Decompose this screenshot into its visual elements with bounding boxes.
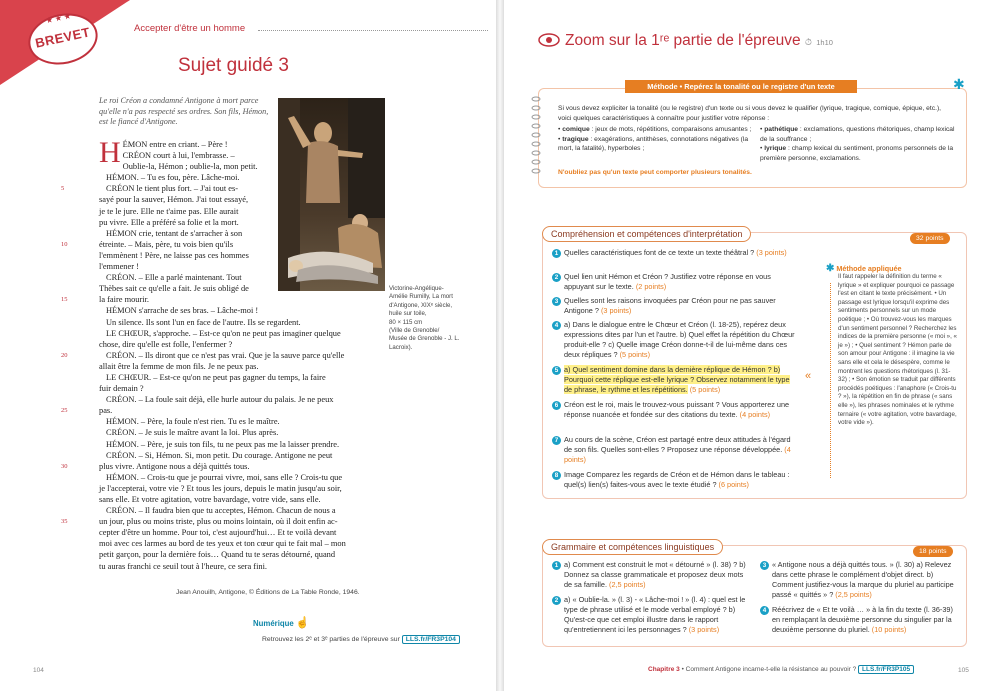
play-line [99, 372, 481, 383]
caption-line: Lacroix). [389, 343, 413, 351]
play-line [99, 194, 481, 205]
methode-title: Méthode • Repérez la tonalité ou le registre d'un texte [625, 80, 857, 93]
question-number: 5 [552, 366, 561, 375]
caption-line: huile sur toile, [389, 310, 427, 318]
numerique-instruction: Retrouvez les 2ᵉ et 3ᵉ parties de l'épreuve sur [262, 636, 400, 643]
play-line-text: allait être la femme de mon fils. Je ne peux pas. [99, 361, 259, 371]
question-points: (4 points) [739, 410, 771, 420]
play-line [99, 450, 481, 461]
methode-item: • pathétique : exclamations, questions rhétoriques, champ lexical de la souffrance ; [760, 126, 955, 143]
play-line-text: fuir demain ? [99, 384, 144, 394]
grammaire-question [762, 605, 958, 635]
question-points: (3 points) [756, 248, 787, 257]
play-line-text: je l'accepterai, votre vie ? Et tous les jours, depuis le matin jusqu'au soir, [99, 483, 342, 493]
comprehension-question [554, 400, 798, 420]
question-number: 7 [552, 436, 561, 445]
caption-line: Amélie Rumilly, La mort [389, 293, 453, 301]
brevet-seal: ★ ★ ★ BREVET [24, 7, 103, 70]
question-number: 8 [552, 471, 561, 480]
methode-appliquee-rule [830, 283, 831, 478]
play-line [99, 472, 481, 483]
hand-pointer-icon: ☝ [295, 617, 310, 629]
question-number: 3 [552, 297, 561, 306]
line-number: 35 [61, 518, 68, 526]
gear-icon: ✱ [826, 263, 835, 274]
numerique-link[interactable]: LLS.fr/FR3P104 [402, 635, 460, 644]
play-line-text: pas. [99, 406, 113, 416]
numerique-label [253, 616, 310, 629]
methode-note: N'oubliez pas qu'un texte peut comporter plusieurs tonalités. [558, 169, 752, 176]
grammaire-question [554, 595, 750, 635]
play-line [99, 272, 481, 283]
play-line [99, 161, 481, 172]
play-line [99, 261, 481, 272]
section-label: Accepter d'être un homme [134, 23, 246, 34]
play-line [99, 394, 481, 405]
comprehension-question [554, 435, 798, 465]
question-text: « Antigone nous a déjà quittés tous. » (l. 30) a) Relevez dans cette phrase le complément d'objet direct. b) Comment justifiez-vous la marque du pluriel au participe passé « quittés » ? [772, 560, 954, 600]
play-line-text: plus vivre. Antigone nous a déjà quittés tous. [99, 461, 250, 471]
play-line-text: pu vivre. Elle a préféré sa folie et la mort. [99, 217, 239, 227]
play-line-text: l'emmener ! [99, 262, 139, 272]
play-line [99, 317, 481, 328]
comprehension-points: 32 points [910, 233, 950, 244]
question-points: (2,5 points) [835, 590, 872, 600]
question-number: 6 [552, 401, 561, 410]
play-line-text: Un silence. Ils sont l'un en face de l'autre. Ils se regardent. [106, 317, 301, 327]
comprehension-points-badge [910, 227, 950, 245]
question-number: 2 [552, 596, 561, 605]
grammaire-points-badge [913, 540, 953, 558]
drop-cap: H [99, 136, 121, 169]
grammaire-points: 18 points [913, 546, 953, 557]
play-line [61, 461, 481, 472]
play-line-text: HÉMON crie, tentant de s'arracher à son [106, 228, 243, 238]
play-line [61, 294, 481, 305]
play-line-text: petit garçon, pour la dernière fois… Quand tu te seras détourné, quand [99, 550, 336, 560]
play-line [99, 217, 481, 228]
play-line [99, 383, 481, 394]
play-line-text: moi avec ces larmes au bord de tes yeux et ton cœur qui te fait mal – mon [99, 539, 346, 549]
question-text: a) Comment est construit le mot « détourné » (l. 38) ? b) Donnez sa classe grammaticale et proposez deux mots de sa famille. [564, 560, 746, 590]
play-line-text: l'emmènent ! Père, ne laisse pas ces hommes [99, 250, 249, 260]
play-line-text: je te le jure. Elle ne t'aime pas. Elle aurait [99, 206, 239, 216]
zoom-title [565, 32, 833, 50]
methode-list-right [760, 125, 956, 163]
play-line-text: CRÉON. – La foule sait déjà, elle hurle autour du palais. Je ne peux [106, 395, 334, 405]
grammaire-header [542, 537, 723, 555]
footer-right [648, 666, 914, 673]
play-line-text: CRÉON. – Il faudra bien que tu acceptes, Hémon. Chacun de nous a [106, 506, 336, 516]
play-line [99, 172, 481, 183]
footer-link[interactable]: LLS.fr/FR3P105 [858, 665, 914, 674]
play-line [99, 328, 481, 339]
play-line-text: CRÉON. – Ils diront que ce n'est pas vrai. Que je la sauve parce qu'elle [106, 350, 345, 360]
comprehension-question [554, 248, 798, 258]
play-line [99, 139, 481, 150]
play-line [99, 483, 481, 494]
methode-item: • comique : jeux de mots, répétitions, comparaisons amusantes ; [558, 126, 752, 133]
methode-appliquee-text: Il faut rappeler la définition du terme « lyrique » et expliquer pourquoi ce passage l'est en citant le texte précisément. • Un passage est lyrique lorsqu'il exprime des sentiments personnels sur un mode poétique ; • Où trouvez-vous les marques d'un sentiment personnel ? Recherchez les indices de la première personne (« moi », « je ») ; • Quel sentiment ? Hémon parle de son amour pour Antigone : il imagine la vie sans elle et cela le désespère, comme le montrent les questions rhétoriques (l. 31-32) ; • Son émotion se traduit par différents procédés poétiques : l'anaphore (« Crois-tu ? »), la répétition en fin de phrase (« sans elle »), les phrases nominales et le rythme ternaire (« votre agitation, votre bavardage, votre vide »). [838, 273, 958, 427]
play-line-text: cepter d'être un homme. Pour toi, c'est aujourd'hui… Et te voilà devant [99, 528, 337, 538]
zoom-heading: Zoom sur la 1ʳᵉ partie de l'épreuve [565, 32, 801, 49]
play-line-text: HÉMON. – Tu es fou, père. Lâche-moi. [106, 173, 240, 183]
spiral-binding [530, 95, 542, 177]
arrow-left-icon: « [805, 370, 812, 382]
question-points: (4 points) [564, 445, 791, 465]
page-title: Sujet guidé 3 [178, 55, 289, 76]
methode-intro: Si vous devez expliciter la tonalité (ou le registre) d'un texte ou si vous devez le qualifier (lyrique, tragique, comique, épique, etc.), voici quelques caractéristiques à connaître pour justifier votre réponse : [558, 105, 942, 122]
play-line-text: CRÉON. – Elle a parlé maintenant. Tout [106, 273, 242, 283]
play-line-text: la faire mourir. [99, 295, 149, 305]
grammaire-question [762, 560, 958, 600]
page-number-left: 104 [33, 667, 44, 674]
play-line-text: HÉMON. – Père, je suis ton fils, tu ne peux pas me la laisser prendre. [106, 439, 340, 449]
question-number: 1 [552, 561, 561, 570]
question-points: (5 points) [619, 350, 651, 360]
question-number: 4 [552, 321, 561, 330]
clock-icon: ⏱ [804, 37, 812, 47]
comprehension-question [554, 272, 798, 292]
play-line [99, 538, 481, 549]
methode-item: • lyrique : champ lexical du sentiment, pronoms personnels de la première personne, exclamations. [760, 145, 954, 162]
play-line [99, 505, 481, 516]
play-line-text: CRÉON court à lui, l'embrasse. – [122, 151, 235, 161]
comprehension-question [554, 470, 798, 490]
comprehension-title: Compréhension et compétences d'interprétation [542, 226, 751, 242]
play-line [99, 206, 481, 217]
play-line [99, 549, 481, 560]
play-line [99, 494, 481, 505]
play-line [99, 361, 481, 372]
question-text: Créon est le roi, mais le trouvez-vous puissant ? Vous apporterez une réponse nuancée et fondée sur des citations du texte. [564, 400, 790, 420]
question-text: a) « Oublie-la. » (l. 3) - « Lâche-moi ! » (l. 4) : quel est le type de phrase utilisé et le mode verbal employé ? b) Qu'est-ce que cet emploi illustre dans le rapport qu'entretiennent ici les personnages ? [564, 595, 746, 635]
question-text: a) Quel sentiment domine dans la dernière réplique de Hémon ? b) Pourquoi cette réplique est-elle lyrique ? Observez notamment le type de phrase, le rythme et les répétitions. [564, 365, 790, 395]
question-points: (3 points) [688, 625, 720, 635]
question-points: (5 points) [689, 385, 721, 395]
play-line [99, 427, 481, 438]
play-line [99, 339, 481, 350]
play-line [99, 150, 481, 161]
line-number: 20 [61, 351, 68, 359]
play-line-text: chose, dire qu'elle est folle, l'enfermer ? [99, 339, 233, 349]
page-number-right: 105 [958, 667, 969, 674]
question-text: Réécrivez de « Et te voilà … » à la fin du texte (l. 36-39) en remplaçant la deuxième personne du singulier par la deuxième personne du pluriel. [772, 605, 953, 635]
play-line [99, 305, 481, 316]
methode-appliquee-label: Méthode appliquée [836, 264, 902, 273]
caption-line: d'Antigone, XIXᵉ siècle, [389, 301, 453, 309]
play-line [99, 439, 481, 450]
play-line [61, 239, 481, 250]
line-number: 30 [61, 462, 68, 470]
play-line-text: CRÉON. – Si, Hémon. Si, mon petit. Du courage. Antigone ne peut [106, 450, 333, 460]
caption-line: (Ville de Grenoble/ [389, 327, 440, 335]
header-divider [258, 30, 488, 31]
question-points: (2,5 points) [609, 580, 646, 590]
question-number: 4 [760, 606, 769, 615]
line-number: 25 [61, 407, 68, 415]
play-line-text: tu auras franchi ce seuil tout à l'heure, ce sera fini. [99, 561, 268, 571]
play-line [99, 228, 481, 239]
question-points: (10 points) [871, 625, 907, 635]
zoom-time: 1h10 [816, 38, 833, 47]
caption-line: 80 × 115 cm [389, 318, 423, 326]
question-text: Image Comparez les regards de Créon et de Hémon dans le tableau : quel(s) lien(s) faites-vous avec le texte étudié ? [564, 470, 790, 490]
play-line-text: LE CHŒUR, s'approche. – Est-ce qu'on ne peut pas imaginer quelque [106, 328, 341, 338]
play-line-text: CRÉON le tient plus fort. – J'ai tout es- [106, 184, 239, 194]
play-line [99, 283, 481, 294]
play-line-text: HÉMON s'arrache de ses bras. – Lâche-moi ! [106, 306, 259, 316]
numerique-text [262, 636, 460, 643]
play-line [61, 183, 481, 194]
play-line-text: ÉMON entre en criant. – Père ! [122, 140, 228, 149]
grammaire-question [554, 560, 750, 590]
play-line-text: un jour, plus ou moins triste, plus ou moins lointain, où il doit enfin ac- [99, 517, 338, 527]
comprehension-question [554, 320, 798, 360]
source-citation: Jean Anouilh, Antigone, © Éditions de La Table Ronde, 1946. [176, 589, 360, 596]
brevet-label: BREVET [33, 24, 92, 51]
question-number: 3 [760, 561, 769, 570]
play-line-text: HÉMON. – Père, la foule n'est rien. Tu es le maître. [106, 417, 280, 427]
comprehension-question [554, 365, 798, 395]
line-number: 5 [61, 185, 65, 193]
play-line [99, 416, 481, 427]
play-text [61, 136, 481, 572]
question-text: Au cours de la scène, Créon est partagé entre deux attitudes à l'égard de son fils. Quelles sont-elles ? Proposez une réponse développée. [564, 435, 791, 455]
line-number: 15 [61, 296, 68, 304]
play-line-text: sayé pour la sauver, Hémon. J'ai tout essayé, [99, 195, 249, 205]
eye-icon [538, 32, 560, 53]
comprehension-header [542, 224, 751, 242]
comprehension-question [554, 296, 798, 316]
play-line-text: étreinte. – Mais, père, tu vois bien qu'ils [99, 239, 234, 249]
methode-item: • tragique : exagérations, antithèses, connotations négatives (la mort, la fatalité), hyperboles ; [558, 135, 749, 153]
line-number: 10 [61, 240, 68, 248]
question-points: (3 points) [600, 306, 632, 316]
play-line [99, 561, 481, 572]
play-line-text: HÉMON. – Crois-tu que je pourrai vivre, moi, sans elle ? Crois-tu que [106, 472, 343, 482]
play-line [61, 405, 481, 416]
footer-chapter-text: • Comment Antigone incarne-t-elle la résistance au pouvoir ? [679, 666, 857, 673]
play-line [61, 516, 481, 527]
play-line [99, 250, 481, 261]
question-number: 2 [552, 273, 561, 282]
intro-text: Le roi Créon a condamné Antigone à mort parce qu'elle n'a pas respecté ses ordres. Son fils, Hémon, est le fiancé d'Antigone. [99, 96, 269, 126]
footer-chapter: Chapitre 3 [648, 666, 680, 673]
play-line-text: sans elle. Et votre agitation, votre bavardage, votre vide, sans elle. [99, 495, 321, 504]
caption-line: Victorine-Angélique- [389, 285, 444, 292]
question-text: Quelles sont les raisons invoquées par Créon pour ne pas sauver Antigone ? [564, 296, 776, 316]
gear-icon: ✱ [953, 76, 965, 92]
question-points: (6 points) [718, 480, 749, 490]
play-line-text: LE CHŒUR. – Est-ce qu'on ne peut pas gagner du temps, la faire [106, 372, 326, 382]
question-text: Quelles caractéristiques font de ce texte un texte théâtral ? [564, 248, 755, 257]
question-text: Quel lien unit Hémon et Créon ? Justifiez votre réponse en vous appuyant sur le texte. [564, 272, 771, 292]
play-line-text: Oublie-la, Hémon ; oublie-la, mon petit. [122, 162, 258, 172]
play-line [61, 350, 481, 361]
page-gutter [496, 0, 504, 691]
play-line-text: Thèbes sait ce qu'elle a fait. Je suis obligé de [99, 284, 249, 294]
question-number: 1 [552, 249, 561, 258]
play-line-text: CRÉON. – Je suis le maître avant la loi. Plus après. [106, 428, 279, 438]
caption-line: Musée de Grenoble - J. L. [389, 335, 460, 343]
numerique-title: Numérique [253, 619, 294, 628]
question-points: (2 points) [635, 282, 667, 292]
play-line [99, 527, 481, 538]
grammaire-title: Grammaire et compétences linguistiques [542, 539, 723, 555]
question-text: a) Dans le dialogue entre le Chœur et Créon (l. 18-25), repérez deux expressions dites par l'un et l'autre. b) Quel effet la répétition du Chœur produit-elle ? c) Quelle image Créon donne-t-il de lui-même dans ces deux répliques ? [564, 320, 795, 360]
methode-list-left [558, 125, 754, 154]
